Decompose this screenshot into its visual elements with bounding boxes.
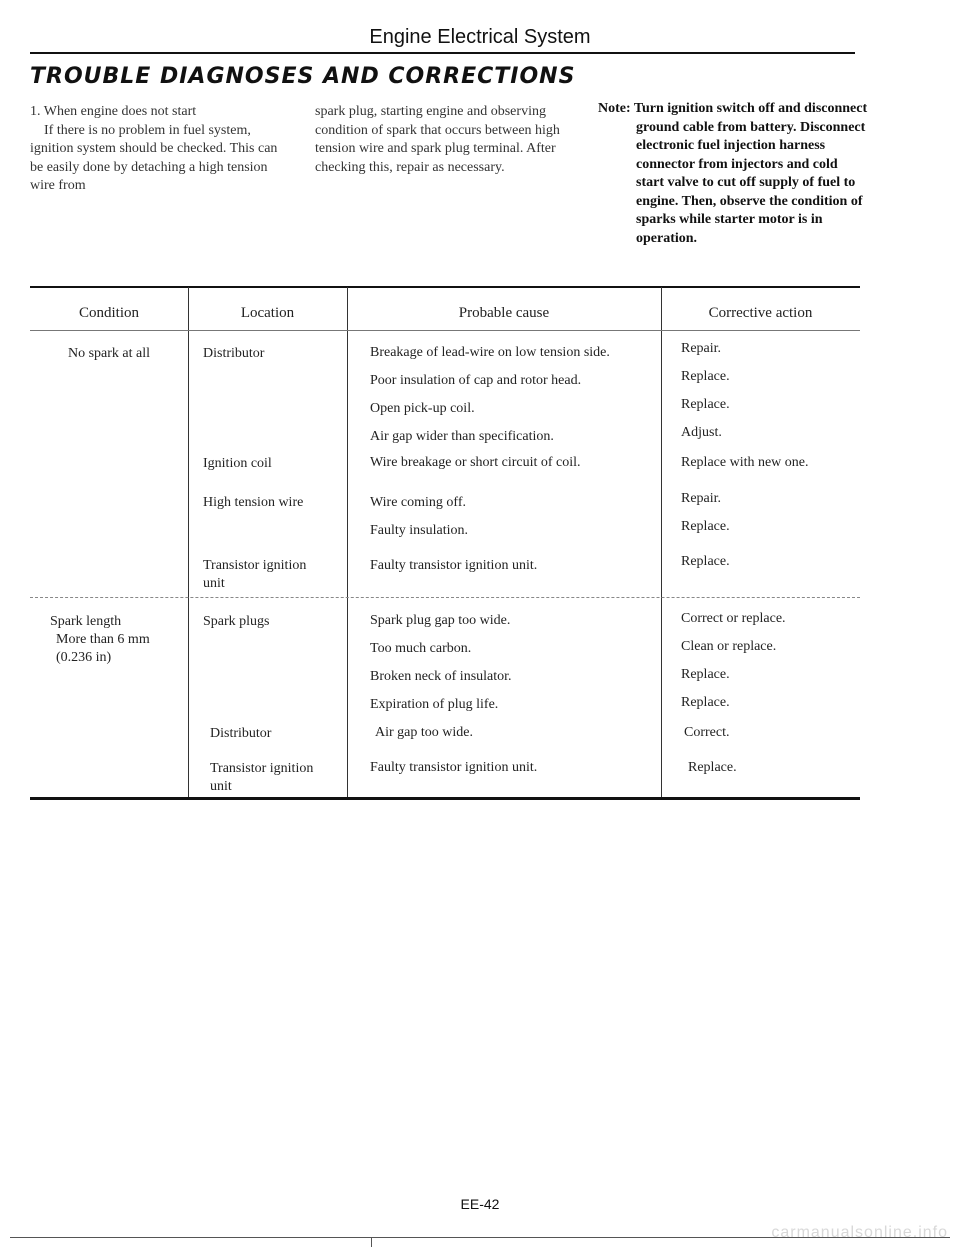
header-rule [30, 52, 855, 54]
intro-paragraph-2: spark plug, starting engine and observing condition of spark that occurs between high tension wire and spark plug terminal. After checking this, repair as necessary. [315, 104, 560, 175]
column-divider [347, 287, 348, 797]
column-header-location: Location [240, 305, 295, 321]
column-header-corrective-action: Corrective action [708, 305, 813, 321]
footer-tick [371, 1237, 372, 1247]
action-text: Replace. [681, 369, 730, 384]
action-cell [681, 610, 856, 722]
location-cell [210, 760, 345, 796]
column-header-probable-cause: Probable cause [458, 305, 550, 321]
condition-cell [50, 613, 188, 667]
cause-cell [370, 612, 660, 724]
action-text: Replace. [688, 760, 737, 775]
cause-text: Faulty transistor ignition unit. [370, 760, 538, 775]
cause-text: Wire coming off. [370, 495, 466, 510]
cause-cell [370, 557, 660, 585]
page-number: EE-42 [460, 1196, 500, 1212]
location-text: Spark plugs [203, 614, 270, 629]
condition-text: More than 6 mm [56, 632, 150, 647]
location-text: unit [203, 576, 225, 591]
cause-text: Broken neck of insulator. [370, 669, 512, 684]
cause-cell [375, 724, 660, 752]
cause-cell [370, 494, 660, 550]
intro-column-1 [30, 103, 285, 196]
note-text: Note: Turn ignition switch off and disconnect ground cable from battery. Disconnect electronic fuel injection harness connector from injectors and cold start valve to cut off supply of fuel to engine. Then, observe the condition of sparks while starter motor is in operation. [598, 101, 868, 246]
cause-text: Expiration of plug life. [370, 697, 499, 712]
group-separator [30, 597, 860, 598]
condition-cell [30, 345, 188, 363]
condition-text: (0.236 in) [56, 650, 112, 665]
note-block [598, 100, 868, 248]
column-divider [188, 287, 189, 797]
action-cell [684, 724, 856, 752]
cause-text: Too much carbon. [370, 641, 472, 656]
location-text: Ignition coil [203, 456, 272, 471]
cause-text: Poor insulation of cap and rotor head. [370, 373, 582, 388]
location-text: Transistor ignition [203, 558, 307, 573]
cause-text: Faulty insulation. [370, 523, 468, 538]
table-top-rule [30, 286, 860, 288]
action-text: Replace. [681, 397, 730, 412]
cause-cell [370, 454, 660, 482]
column-divider [661, 287, 662, 797]
action-text: Repair. [681, 491, 722, 506]
action-cell [681, 490, 856, 546]
action-cell [681, 454, 856, 482]
action-text: Repair. [681, 341, 722, 356]
location-text: Transistor ignition [210, 761, 314, 776]
column-header-condition: Condition [78, 305, 139, 321]
location-cell [210, 725, 345, 743]
action-text: Correct. [684, 725, 730, 740]
cause-text: Air gap too wide. [375, 725, 473, 740]
header-separator [30, 330, 860, 331]
location-cell [203, 345, 343, 363]
action-text: Replace. [681, 695, 730, 710]
cause-text: Faulty transistor ignition unit. [370, 558, 538, 573]
action-cell [681, 553, 856, 581]
action-text: Replace. [681, 554, 730, 569]
cause-cell [370, 759, 660, 787]
action-text: Replace with new one. [681, 455, 809, 470]
location-cell [203, 557, 343, 593]
condition-text: No spark at all [67, 346, 151, 361]
action-text: Adjust. [681, 425, 722, 440]
location-cell [203, 613, 343, 631]
table-bottom-rule [30, 797, 860, 800]
location-cell [203, 455, 343, 473]
section-title: TROUBLE DIAGNOSES AND CORRECTIONS [30, 64, 576, 89]
page-header-title: Engine Electrical System [369, 26, 591, 48]
action-cell [681, 340, 856, 452]
action-text: Replace. [681, 667, 730, 682]
location-text: unit [210, 779, 232, 794]
location-text: Distributor [210, 726, 272, 741]
cause-text: Spark plug gap too wide. [370, 613, 511, 628]
cause-text: Air gap wider than specification. [370, 429, 554, 444]
watermark: carmanualsonline.info [771, 1224, 948, 1241]
cause-cell [370, 344, 660, 456]
cause-text: Breakage of lead-wire on low tension side. [370, 345, 610, 360]
cause-text: Open pick-up coil. [370, 401, 475, 416]
action-text: Replace. [681, 519, 730, 534]
intro-heading: 1. When engine does not start [30, 104, 197, 119]
intro-column-2 [315, 103, 580, 177]
location-text: Distributor [203, 346, 265, 361]
action-text: Correct or replace. [681, 611, 786, 626]
action-cell [688, 759, 856, 787]
action-text: Clean or replace. [681, 639, 777, 654]
location-cell [203, 494, 343, 512]
condition-text: Spark length [50, 614, 122, 629]
location-text: High tension wire [203, 495, 304, 510]
intro-paragraph-1: If there is no problem in fuel system, ignition system should be checked. This can be easily done by detaching a high tension wire from [30, 122, 278, 193]
cause-text: Wire breakage or short circuit of coil. [370, 455, 581, 470]
